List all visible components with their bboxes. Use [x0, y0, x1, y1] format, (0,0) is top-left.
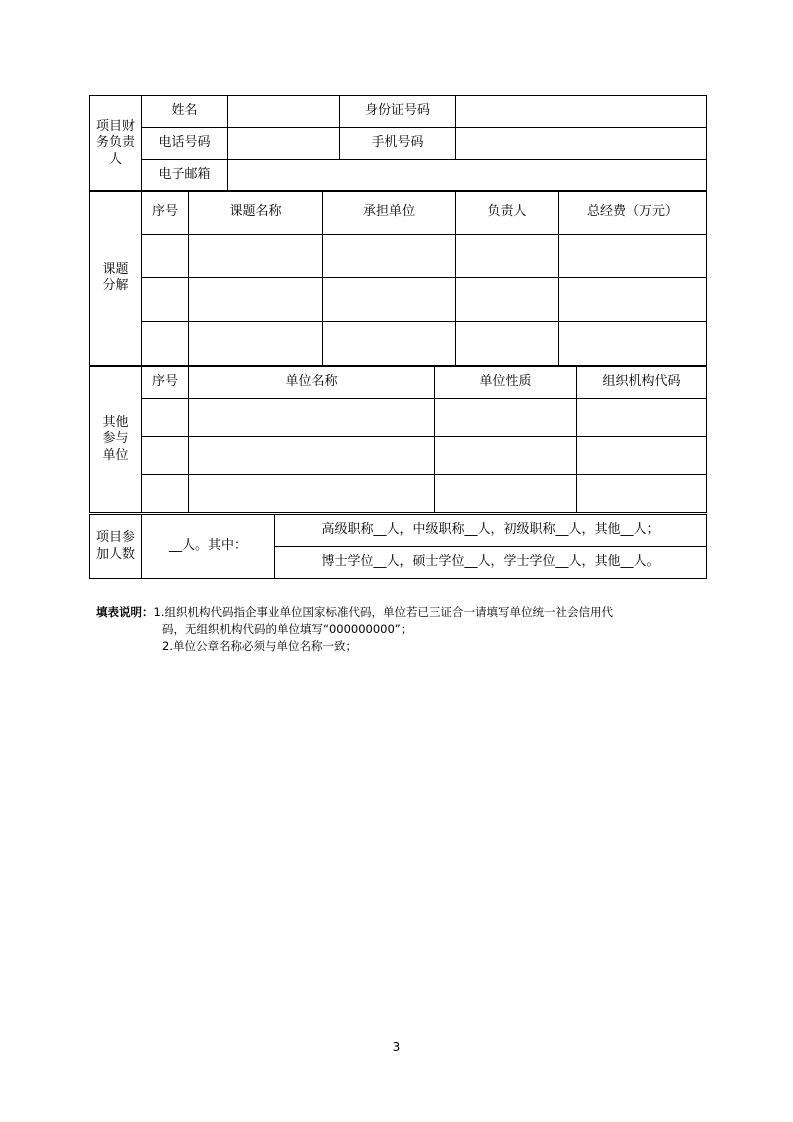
input-cell[interactable]: [189, 399, 435, 437]
note-item-1-continued: 码，无组织机构代码的单位填写“000000000”；: [162, 622, 413, 636]
staff-degrees-line[interactable]: 博士学位__人，硕士学位__人，学士学位__人，其他__人。: [275, 547, 707, 579]
input-cell[interactable]: [559, 322, 707, 366]
staff-label: 项目参加人数: [90, 515, 142, 579]
input-cell[interactable]: [435, 437, 577, 475]
column-header: 单位性质: [435, 367, 577, 399]
input-cell[interactable]: [456, 322, 559, 366]
input-cell[interactable]: [456, 235, 559, 278]
input-cell[interactable]: [189, 475, 435, 513]
input-cell[interactable]: [323, 278, 456, 322]
column-header: 负责人: [456, 191, 559, 235]
note-line-1: [96, 604, 706, 621]
email-label: 电子邮箱: [142, 160, 228, 192]
phone-label: 电话号码: [142, 128, 228, 160]
finance-lead-label: 项目财务负责人: [90, 96, 142, 192]
notes-title: 填表说明：: [96, 605, 154, 619]
finance-lead-table: [89, 95, 707, 192]
name-field[interactable]: [228, 96, 340, 128]
input-cell[interactable]: [577, 475, 707, 513]
input-cell[interactable]: [577, 437, 707, 475]
input-cell[interactable]: [189, 322, 323, 366]
column-header: 组织机构代码: [577, 367, 707, 399]
input-cell[interactable]: [142, 322, 189, 366]
staff-table: [89, 514, 707, 579]
input-cell[interactable]: [189, 235, 323, 278]
column-header: 总经费（万元）: [559, 191, 707, 235]
email-field[interactable]: [228, 160, 707, 192]
phone-field[interactable]: [228, 128, 340, 160]
column-header: 序号: [142, 367, 189, 399]
mobile-field[interactable]: [456, 128, 707, 160]
note-item-1: 1.组织机构代码指企事业单位国家标准代码，单位若已三证合一请填写单位统一社会信用代: [153, 605, 613, 619]
table-row: [90, 399, 707, 437]
table-row: [90, 437, 707, 475]
note-item-2: 2.单位公章名称必须与单位名称一致；: [162, 639, 357, 653]
input-cell[interactable]: [189, 278, 323, 322]
mobile-label: 手机号码: [340, 128, 456, 160]
id-number-field[interactable]: [456, 96, 707, 128]
input-cell[interactable]: [142, 399, 189, 437]
column-header: 单位名称: [189, 367, 435, 399]
column-header: 序号: [142, 191, 189, 235]
id-number-label: 身份证号码: [340, 96, 456, 128]
subtopics-table: [89, 190, 707, 366]
table-row: [90, 475, 707, 513]
subtopics-label: 课题分解: [90, 191, 142, 366]
input-cell[interactable]: [559, 278, 707, 322]
table-row: [90, 235, 707, 278]
input-cell[interactable]: [142, 278, 189, 322]
input-cell[interactable]: [142, 235, 189, 278]
table-row: [90, 322, 707, 366]
input-cell[interactable]: [456, 278, 559, 322]
input-cell[interactable]: [559, 235, 707, 278]
column-header: 承担单位: [323, 191, 456, 235]
staff-count[interactable]: __人。其中：: [142, 515, 275, 579]
participants-label: 其他参与单位: [90, 367, 142, 513]
name-label: 姓名: [142, 96, 228, 128]
page-number: 3: [392, 1040, 401, 1054]
table-row: [90, 278, 707, 322]
input-cell[interactable]: [142, 437, 189, 475]
input-cell[interactable]: [435, 475, 577, 513]
participants-table: [89, 366, 707, 513]
column-header: 课题名称: [189, 191, 323, 235]
staff-titles-line[interactable]: 高级职称__人，中级职称__人，初级职称__人，其他__人；: [275, 515, 707, 547]
input-cell[interactable]: [323, 235, 456, 278]
input-cell[interactable]: [435, 399, 577, 437]
input-cell[interactable]: [142, 475, 189, 513]
input-cell[interactable]: [323, 322, 456, 366]
input-cell[interactable]: [189, 437, 435, 475]
input-cell[interactable]: [577, 399, 707, 437]
form-notes: [96, 604, 706, 655]
